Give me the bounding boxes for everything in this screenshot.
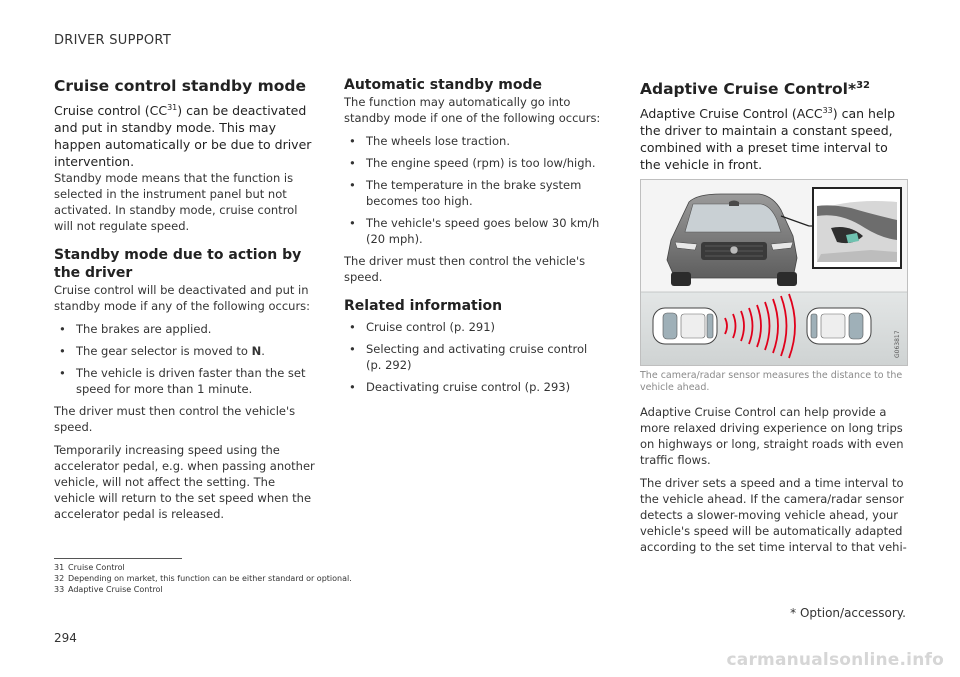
page-number: 294 <box>54 631 77 645</box>
related-info-title: Related information <box>344 298 503 314</box>
footnote: 32 Depending on market, this function can be either standard or optional. <box>54 574 352 583</box>
subsection-title: Standby mode due to action by the driver <box>54 247 302 282</box>
subsection-title: Automatic standby mode <box>344 77 543 93</box>
related-link[interactable]: • Deactivating cruise control (p. 293) <box>344 379 606 395</box>
paragraph: Adaptive Cruise Control can help provide a more relaxed driving experience on long trips on highways or long, straight roads with even traffic flows. <box>640 405 904 468</box>
column-adaptive-cruise <box>640 76 908 562</box>
option-accessory-note: * Option/accessory. <box>790 606 906 620</box>
footnote: 31 Cruise Control <box>54 563 125 572</box>
paragraph: Standby mode means that the function is selected in the instrument panel but not activated. In standby mode, cruise control will not regulate speed. <box>54 171 298 234</box>
bullet-list <box>344 133 606 247</box>
list-item: • The gear selector is moved to N. <box>54 343 316 359</box>
bullet-list <box>54 321 316 397</box>
column-cruise-standby <box>54 76 316 529</box>
paragraph: The function may automatically go into standby mode if one of the following occurs: <box>344 95 601 125</box>
section-title: Cruise control standby mode <box>54 77 307 95</box>
footnotes <box>54 562 352 595</box>
list-item: • The vehicle is driven faster than the set speed for more than 1 minute. <box>54 365 316 397</box>
acc-illustration <box>640 179 908 366</box>
footnote: 33 Adaptive Cruise Control <box>54 585 163 594</box>
footnote-ref: 31 <box>167 103 178 112</box>
watermark[interactable]: carmanualsonline.info <box>726 650 944 670</box>
paragraph: Cruise control will be deactivated and put in standby mode if any of the following occurs: <box>54 283 311 314</box>
lead-paragraph: Adaptive Cruise Control (ACC$^{33}$) can help the driver to maintain a constant speed, combined with a preset time interval to the vehicle in front. <box>640 106 896 173</box>
footnote-ref: 33 <box>822 106 833 116</box>
own-car-top-icon <box>653 308 717 344</box>
figure-caption: The camera/radar sensor measures the distance to the vehicle ahead. <box>640 370 903 394</box>
acc-diagram-svg <box>641 180 907 365</box>
list-item: • The temperature in the brake system becomes too high. <box>344 177 606 209</box>
footnote-ref: 32 <box>856 80 870 91</box>
vehicle-ahead-icon <box>807 308 871 344</box>
paragraph: The driver must then control the vehicle's speed. <box>344 254 586 284</box>
section-title: Adaptive Cruise Control*$^{32}$ <box>640 80 870 99</box>
paragraph: The driver must then control the vehicle's speed. <box>54 404 296 435</box>
running-header: DRIVER SUPPORT <box>54 33 172 48</box>
suv-front-icon <box>667 194 797 286</box>
list-item: • The brakes are applied. <box>54 321 316 337</box>
figure-id: G063817 <box>894 330 901 359</box>
list-item: • The wheels lose traction. <box>344 133 606 149</box>
gear-label: N <box>251 344 262 359</box>
related-link[interactable]: • Cruise control (p. 291) <box>344 319 606 335</box>
list-item: • The engine speed (rpm) is too low/high. <box>344 155 606 171</box>
paragraph: The driver sets a speed and a time interval to the vehicle ahead. If the camera/radar sensor detects a slower-moving vehicle ahead, your vehicle's speed will be automatically adapted according to the set time interval to that vehi- <box>640 476 907 555</box>
related-link[interactable]: • Selecting and activating cruise control (p. 292) <box>344 341 606 373</box>
related-links <box>344 319 606 395</box>
column-automatic-standby <box>344 76 606 401</box>
lead-paragraph: Cruise control (CC$^{31}$) can be deactivated and put in standby mode. This may happen automatically or be due to driver intervention. <box>54 103 312 170</box>
paragraph: Temporarily increasing speed using the accelerator pedal, e.g. when passing another vehicle, will not affect the setting. The vehicle will return to the set speed when the accelerator pedal is released. <box>54 443 315 522</box>
list-item: • The vehicle's speed goes below 30 km/h (20 mph). <box>344 215 606 247</box>
footnote-divider <box>54 558 182 559</box>
